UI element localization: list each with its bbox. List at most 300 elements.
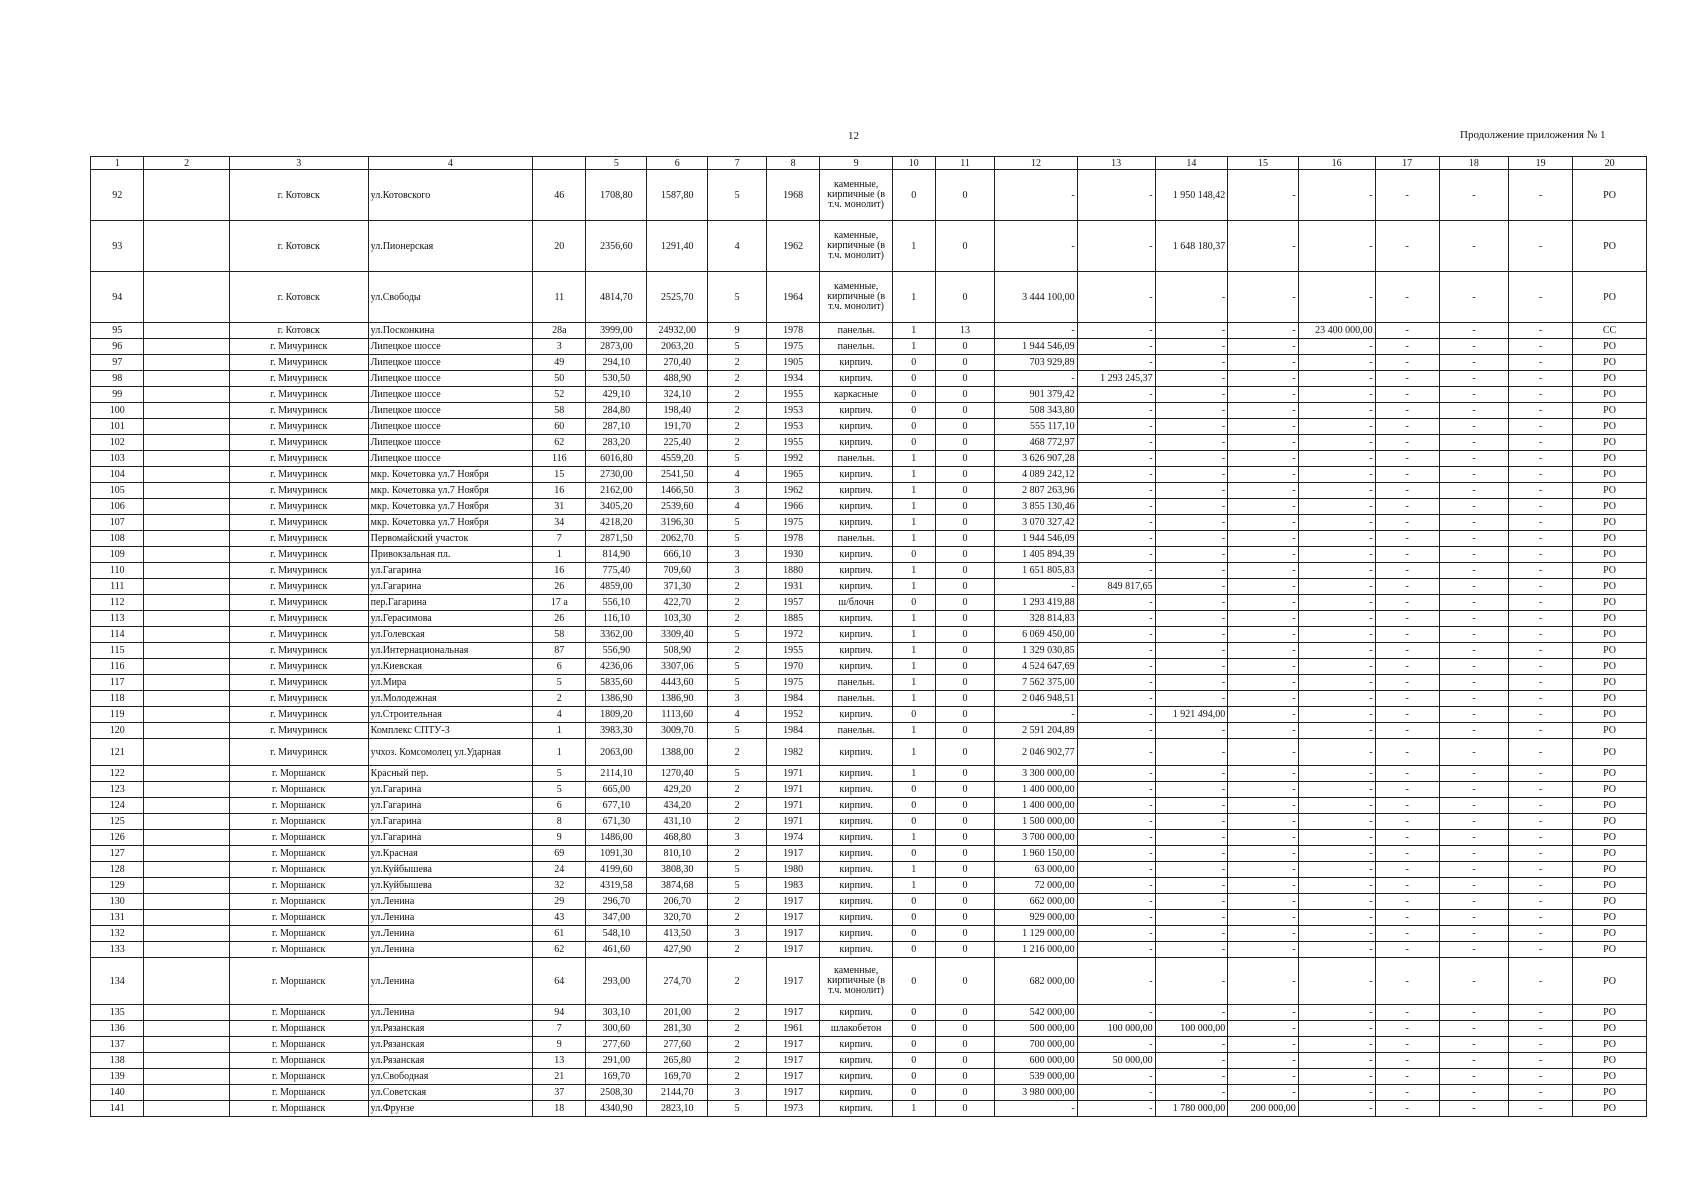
table-cell: 1970 [766, 659, 819, 675]
table-cell: - [1155, 739, 1228, 766]
table-cell: 1975 [766, 339, 819, 355]
table-cell: - [1228, 691, 1298, 707]
table-cell: 62 [533, 942, 586, 958]
table-cell [144, 942, 229, 958]
table-cell: 1972 [766, 627, 819, 643]
table-cell: ул.Гагарина [368, 814, 532, 830]
table-cell: 542 000,00 [995, 1005, 1077, 1021]
table-cell: - [1509, 894, 1573, 910]
table-cell: 1917 [766, 926, 819, 942]
table-cell: - [1375, 1101, 1439, 1117]
table-cell: - [1509, 499, 1573, 515]
table-cell: кирпич. [820, 926, 893, 942]
table-cell: - [1228, 563, 1298, 579]
table-cell: 5 [708, 862, 767, 878]
table-cell: - [1509, 515, 1573, 531]
table-cell: - [1298, 579, 1375, 595]
table-cell: - [1228, 846, 1298, 862]
table-cell: - [1228, 1085, 1298, 1101]
table-cell: 666,10 [647, 547, 708, 563]
table-cell: 116 [91, 659, 144, 675]
table-cell: - [1375, 272, 1439, 323]
table-cell: - [1077, 451, 1155, 467]
table-cell: - [1228, 221, 1298, 272]
table-cell: - [1298, 1021, 1375, 1037]
table-cell: ул.Ленина [368, 910, 532, 926]
table-cell: - [1439, 387, 1508, 403]
table-cell: - [1509, 170, 1573, 221]
table-row [91, 627, 1647, 643]
table-cell: 1974 [766, 830, 819, 846]
table-cell: г. Мичуринск [229, 707, 368, 723]
table-cell: РО [1573, 531, 1647, 547]
table-cell: 5 [708, 339, 767, 355]
table-cell: ул.Свободная [368, 1069, 532, 1085]
table-cell: 3 [708, 926, 767, 942]
table-cell: - [1298, 910, 1375, 926]
table-cell [144, 862, 229, 878]
table-cell: - [1439, 451, 1508, 467]
table-cell: - [1375, 691, 1439, 707]
table-cell: 0 [892, 1037, 935, 1053]
table-cell: - [1298, 675, 1375, 691]
table-cell: 24 [533, 862, 586, 878]
table-cell: ул.Молодежная [368, 691, 532, 707]
table-cell: ул.Ленина [368, 958, 532, 1005]
table-cell: 1930 [766, 547, 819, 563]
table-row [91, 675, 1647, 691]
table-cell: ул.Ленина [368, 926, 532, 942]
table-cell: 115 [91, 643, 144, 659]
table-cell: - [1228, 862, 1298, 878]
table-cell [144, 563, 229, 579]
table-cell: 0 [892, 926, 935, 942]
table-cell: 3808,30 [647, 862, 708, 878]
table-cell: 287,10 [586, 419, 647, 435]
table-cell: 2 [708, 782, 767, 798]
table-cell: - [1228, 272, 1298, 323]
table-cell: 0 [935, 563, 995, 579]
table-cell: 0 [935, 643, 995, 659]
column-header: 17 [1375, 157, 1439, 170]
table-cell: - [1228, 499, 1298, 515]
table-cell: 548,10 [586, 926, 647, 942]
table-cell: 0 [935, 1069, 995, 1085]
table-cell: - [1375, 766, 1439, 782]
table-cell: 1983 [766, 878, 819, 894]
table-cell: - [1509, 595, 1573, 611]
table-row [91, 659, 1647, 675]
table-cell: - [1509, 1053, 1573, 1069]
table-cell: 1964 [766, 272, 819, 323]
table-cell: 1587,80 [647, 170, 708, 221]
table-cell [144, 451, 229, 467]
table-cell: каменные, кирпичные (в т.ч. монолит) [820, 170, 893, 221]
table-row [91, 355, 1647, 371]
table-cell: - [1298, 691, 1375, 707]
table-cell: 5 [708, 451, 767, 467]
table-cell: 0 [935, 1005, 995, 1021]
table-cell: 63 000,00 [995, 862, 1077, 878]
table-cell: 0 [935, 926, 995, 942]
table-cell: кирпич. [820, 1069, 893, 1085]
table-cell [144, 643, 229, 659]
table-cell: кирпич. [820, 611, 893, 627]
table-cell: кирпич. [820, 1005, 893, 1021]
table-cell: - [1298, 371, 1375, 387]
table-cell: 2 807 263,96 [995, 483, 1077, 499]
table-cell: - [1077, 499, 1155, 515]
table-cell: 2 046 902,77 [995, 739, 1077, 766]
table-cell: 1386,90 [586, 691, 647, 707]
table-cell: 0 [935, 910, 995, 926]
table-row [91, 739, 1647, 766]
table-cell: 1955 [766, 435, 819, 451]
table-cell: 1 [892, 739, 935, 766]
table-cell: г. Моршанск [229, 1101, 368, 1117]
table-cell: кирпич. [820, 659, 893, 675]
table-row [91, 579, 1647, 595]
table-cell: 123 [91, 782, 144, 798]
table-cell: - [1439, 942, 1508, 958]
table-row [91, 1037, 1647, 1053]
table-cell: - [1439, 323, 1508, 339]
table-cell [144, 1069, 229, 1085]
table-cell: - [1228, 371, 1298, 387]
table-cell: 1957 [766, 595, 819, 611]
table-cell: 1 [892, 723, 935, 739]
table-cell: 1 [892, 467, 935, 483]
table-cell: ул.Куйбышева [368, 862, 532, 878]
table-cell: 1 129 000,00 [995, 926, 1077, 942]
table-cell: ул.Пионерская [368, 221, 532, 272]
table-cell: - [1509, 371, 1573, 387]
table-cell: 555 117,10 [995, 419, 1077, 435]
table-cell: г. Мичуринск [229, 611, 368, 627]
table-row [91, 782, 1647, 798]
table-cell: кирпич. [820, 894, 893, 910]
table-cell: - [1375, 323, 1439, 339]
table-cell: - [995, 371, 1077, 387]
table-cell: 1 293 245,37 [1077, 371, 1155, 387]
table-cell: - [1509, 339, 1573, 355]
table-cell: 2823,10 [647, 1101, 708, 1117]
table-cell: - [1155, 1037, 1228, 1053]
table-cell: 0 [892, 371, 935, 387]
table-cell: 1917 [766, 1037, 819, 1053]
table-cell: 7 [533, 1021, 586, 1037]
table-cell: 0 [892, 1021, 935, 1037]
table-cell: РО [1573, 170, 1647, 221]
table-cell: 2 [708, 910, 767, 926]
table-cell: - [1228, 419, 1298, 435]
table-cell: - [1155, 467, 1228, 483]
table-cell: - [1509, 675, 1573, 691]
table-cell: г. Мичуринск [229, 595, 368, 611]
table-row [91, 910, 1647, 926]
table-cell: 13 [533, 1053, 586, 1069]
table-cell: - [1375, 643, 1439, 659]
table-cell: 1971 [766, 782, 819, 798]
table-cell: 0 [935, 531, 995, 547]
table-cell: г. Моршанск [229, 878, 368, 894]
table-cell: 102 [91, 435, 144, 451]
table-cell: 682 000,00 [995, 958, 1077, 1005]
table-cell: 1973 [766, 1101, 819, 1117]
table-cell: - [1439, 547, 1508, 563]
table-cell: 1 [892, 515, 935, 531]
table-cell: г. Моршанск [229, 814, 368, 830]
table-cell: - [1077, 515, 1155, 531]
table-cell: 6 069 450,00 [995, 627, 1077, 643]
column-header: 5 [586, 157, 647, 170]
table-cell: - [1077, 627, 1155, 643]
table-cell: 21 [533, 1069, 586, 1085]
table-cell: 0 [935, 814, 995, 830]
table-cell: РО [1573, 926, 1647, 942]
table-cell: ул.Котовского [368, 170, 532, 221]
table-cell [144, 894, 229, 910]
table-cell: 58 [533, 627, 586, 643]
table-cell: мкр. Кочетовка ул.7 Ноября [368, 515, 532, 531]
table-cell: - [1375, 1037, 1439, 1053]
table-cell: - [1077, 766, 1155, 782]
table-cell: - [1228, 958, 1298, 1005]
table-cell: РО [1573, 1085, 1647, 1101]
table-cell: РО [1573, 371, 1647, 387]
table-cell: - [1077, 894, 1155, 910]
table-cell: - [1298, 563, 1375, 579]
table-cell: - [1439, 563, 1508, 579]
table-cell: г. Моршанск [229, 1021, 368, 1037]
table-cell: 2 [708, 355, 767, 371]
table-cell: кирпич. [820, 643, 893, 659]
table-cell: 132 [91, 926, 144, 942]
table-cell: 0 [935, 419, 995, 435]
table-cell: - [1375, 739, 1439, 766]
column-header: 15 [1228, 157, 1298, 170]
table-cell: ул.Киевская [368, 659, 532, 675]
table-cell: 1 [892, 499, 935, 515]
table-cell: - [1509, 467, 1573, 483]
table-cell: ул.Ленина [368, 894, 532, 910]
table-cell: Липецкое шоссе [368, 451, 532, 467]
table-cell: - [1439, 958, 1508, 1005]
table-cell: 1466,50 [647, 483, 708, 499]
column-header: 6 [647, 157, 708, 170]
table-cell: 500 000,00 [995, 1021, 1077, 1037]
table-row [91, 846, 1647, 862]
table-cell: ул.Свободы [368, 272, 532, 323]
table-cell: ул.Фрунзе [368, 1101, 532, 1117]
table-cell: - [1298, 862, 1375, 878]
table-cell: 87 [533, 643, 586, 659]
table-cell: 0 [892, 435, 935, 451]
table-cell: ул.Ленина [368, 942, 532, 958]
table-cell: 429,20 [647, 782, 708, 798]
table-cell: г. Моршанск [229, 894, 368, 910]
table-cell: - [1077, 483, 1155, 499]
table-cell [144, 627, 229, 643]
table-cell: 1386,90 [647, 691, 708, 707]
table-cell: - [1228, 323, 1298, 339]
table-row [91, 272, 1647, 323]
table-cell: - [1439, 579, 1508, 595]
table-cell: 0 [935, 878, 995, 894]
table-cell: - [1155, 339, 1228, 355]
table-cell: - [1228, 659, 1298, 675]
table-cell: - [1228, 942, 1298, 958]
table-cell: - [1298, 355, 1375, 371]
table-cell: РО [1573, 435, 1647, 451]
table-cell: 2 [708, 611, 767, 627]
table-cell: - [1228, 611, 1298, 627]
table-cell: 200 000,00 [1228, 1101, 1298, 1117]
table-cell: - [1228, 814, 1298, 830]
table-cell: 2 046 948,51 [995, 691, 1077, 707]
table-cell: - [1375, 958, 1439, 1005]
table-cell: - [1509, 910, 1573, 926]
column-header: 3 [229, 157, 368, 170]
table-cell: - [1375, 515, 1439, 531]
table-cell: 662 000,00 [995, 894, 1077, 910]
table-cell [144, 611, 229, 627]
table-cell: 121 [91, 739, 144, 766]
table-cell: 775,40 [586, 563, 647, 579]
table-cell: кирпич. [820, 1101, 893, 1117]
table-cell: 3 626 907,28 [995, 451, 1077, 467]
table-row [91, 170, 1647, 221]
table-cell: 324,10 [647, 387, 708, 403]
table-cell: 0 [935, 1037, 995, 1053]
table-cell: - [1439, 272, 1508, 323]
table-cell: 1291,40 [647, 221, 708, 272]
table-cell: 98 [91, 371, 144, 387]
table-cell: 2 [533, 691, 586, 707]
table-cell: 137 [91, 1037, 144, 1053]
table-row [91, 499, 1647, 515]
table-cell: 5 [708, 515, 767, 531]
table-cell: - [1228, 627, 1298, 643]
table-cell: РО [1573, 675, 1647, 691]
table-cell: 26 [533, 579, 586, 595]
table-cell: 1978 [766, 323, 819, 339]
table-cell: Липецкое шоссе [368, 387, 532, 403]
table-cell: 3196,30 [647, 515, 708, 531]
table-cell: - [1228, 435, 1298, 451]
table-cell: 103,30 [647, 611, 708, 627]
table-cell: 131 [91, 910, 144, 926]
table-cell: 225,40 [647, 435, 708, 451]
table-cell: - [1077, 782, 1155, 798]
table-cell: - [1155, 371, 1228, 387]
table-cell: 5 [708, 659, 767, 675]
table-cell [144, 782, 229, 798]
table-cell: - [1439, 659, 1508, 675]
table-cell: 206,70 [647, 894, 708, 910]
table-cell: 2114,10 [586, 766, 647, 782]
table-cell: 1270,40 [647, 766, 708, 782]
table-cell: г. Моршанск [229, 1037, 368, 1053]
table-cell [144, 499, 229, 515]
table-cell: РО [1573, 910, 1647, 926]
table-cell: - [1298, 419, 1375, 435]
table-cell: 283,20 [586, 435, 647, 451]
table-cell: - [995, 1101, 1077, 1117]
table-cell: - [1375, 451, 1439, 467]
table-cell: 1952 [766, 707, 819, 723]
table-cell: кирпич. [820, 515, 893, 531]
table-row [91, 221, 1647, 272]
table-cell: - [1228, 766, 1298, 782]
table-cell: - [1077, 1037, 1155, 1053]
table-cell: 5 [708, 531, 767, 547]
table-cell: каменные, кирпичные (в т.ч. монолит) [820, 221, 893, 272]
table-cell: 2525,70 [647, 272, 708, 323]
table-cell: 126 [91, 830, 144, 846]
table-cell: г. Мичуринск [229, 467, 368, 483]
table-cell: - [1077, 862, 1155, 878]
table-cell: 703 929,89 [995, 355, 1077, 371]
table-cell: РО [1573, 1101, 1647, 1117]
table-cell: 100 000,00 [1077, 1021, 1155, 1037]
table-cell: - [1439, 221, 1508, 272]
table-cell: РО [1573, 1069, 1647, 1085]
table-cell: - [1439, 707, 1508, 723]
table-cell: 3 [708, 563, 767, 579]
table-cell: 1 [892, 766, 935, 782]
table-cell: - [1509, 483, 1573, 499]
table-cell: РО [1573, 691, 1647, 707]
table-cell: 4859,00 [586, 579, 647, 595]
table-cell: - [1077, 910, 1155, 926]
table-cell: 0 [935, 691, 995, 707]
table-cell: - [1375, 611, 1439, 627]
table-cell: 4 524 647,69 [995, 659, 1077, 675]
table-cell: 539 000,00 [995, 1069, 1077, 1085]
table-cell: 69 [533, 846, 586, 862]
table-cell: кирпич. [820, 766, 893, 782]
table-cell: - [1509, 1021, 1573, 1037]
table-cell: 4 [708, 499, 767, 515]
table-cell: 849 817,65 [1077, 579, 1155, 595]
table-cell: - [1228, 467, 1298, 483]
table-cell [144, 547, 229, 563]
table-cell: - [1509, 707, 1573, 723]
table-cell: - [1439, 403, 1508, 419]
table-cell: 2 [708, 387, 767, 403]
table-cell: - [1077, 1069, 1155, 1085]
table-cell: г. Мичуринск [229, 435, 368, 451]
table-cell: 140 [91, 1085, 144, 1101]
table-cell [144, 579, 229, 595]
table-cell: 427,90 [647, 942, 708, 958]
table-cell: 1 [892, 862, 935, 878]
table-cell [144, 675, 229, 691]
table-cell [144, 958, 229, 1005]
table-cell: 1 [892, 221, 935, 272]
table-cell: 0 [892, 707, 935, 723]
table-cell: - [1155, 894, 1228, 910]
table-cell: 0 [935, 451, 995, 467]
table-cell: г. Моршанск [229, 798, 368, 814]
table-cell: 2 591 204,89 [995, 723, 1077, 739]
table-cell: 28а [533, 323, 586, 339]
table-cell: 99 [91, 387, 144, 403]
table-cell: - [1439, 814, 1508, 830]
table-cell: 1955 [766, 387, 819, 403]
table-cell: 2 [708, 371, 767, 387]
